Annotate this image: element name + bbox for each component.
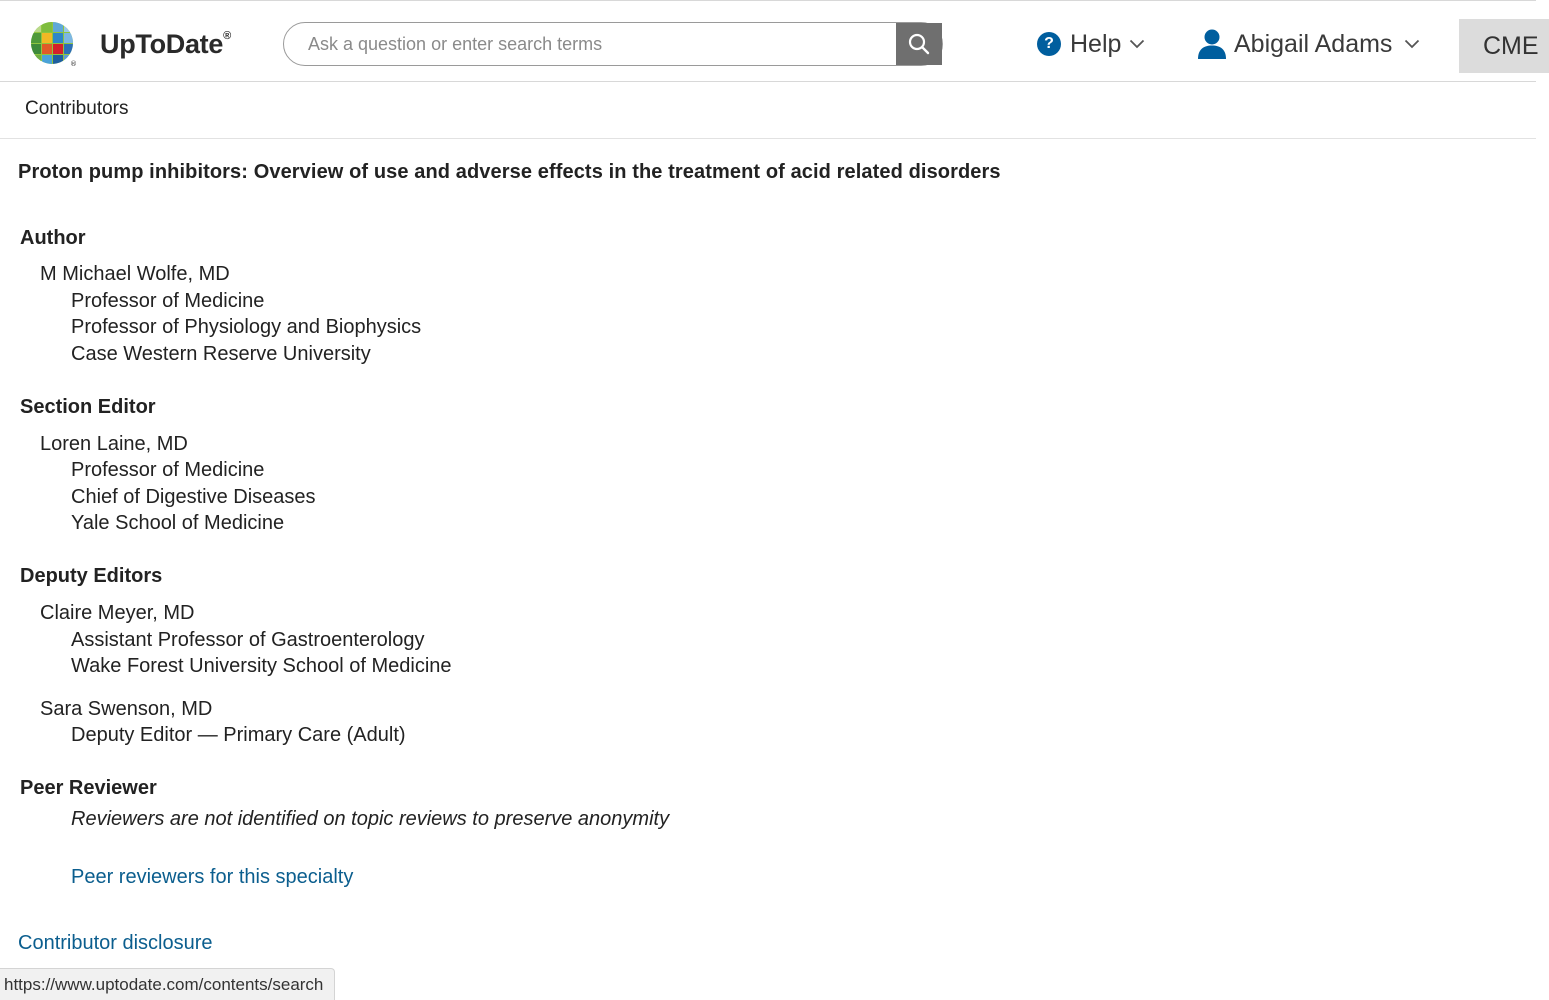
browser-status-url: https://www.uptodate.com/contents/search [0,968,335,1000]
author-affiliation: Professor of Medicine [71,290,265,312]
svg-text:®: ® [70,60,77,68]
uptodate-logo-icon[interactable] [30,21,76,67]
deputy-editor-affiliation: Wake Forest University School of Medicine [71,655,452,677]
uptodate-logo-text[interactable] [100,29,231,60]
peer-reviewer-note: Reviewers are not identified on topic reviews to preserve anonymity [71,808,670,830]
registered-mark: ® [223,30,231,42]
cme-label: CME [1483,31,1539,60]
chevron-down-icon [1129,39,1145,49]
section-editor-affiliation: Professor of Medicine [71,459,265,481]
search-input[interactable] [284,23,898,65]
deputy-editor-affiliation: Deputy Editor — Primary Care (Adult) [71,724,406,746]
question-circle-icon: ? [1037,32,1061,56]
deputy-editor-name: Sara Swenson, MD [40,698,213,720]
contributor-disclosure-link[interactable]: Contributor disclosure [18,932,213,954]
top-navigation-bar [0,0,1539,82]
section-editor-heading: Section Editor [20,396,156,418]
user-account-menu[interactable] [1198,26,1420,62]
deputy-editor-affiliation: Assistant Professor of Gastroenterology [71,629,425,651]
section-editor-name: Loren Laine, MD [40,433,188,455]
cme-button[interactable] [1459,19,1549,73]
help-label: Help [1070,29,1122,58]
section-editor-affiliation: Chief of Digestive Diseases [71,486,316,508]
search-bar [283,22,943,66]
help-menu[interactable] [1037,27,1145,61]
author-affiliation: Case Western Reserve University [71,343,371,365]
chevron-down-icon [1404,39,1420,49]
search-button[interactable] [896,23,942,65]
user-icon [1198,29,1226,59]
logo-wordmark: UpToDate [100,29,224,59]
page-subheader [0,82,1536,139]
deputy-editors-heading: Deputy Editors [20,565,163,587]
section-editor-affiliation: Yale School of Medicine [71,512,285,534]
peer-reviewers-specialty-link[interactable]: Peer reviewers for this specialty [71,866,354,888]
topic-title: Proton pump inhibitors: Overview of use and adverse effects in the treatment of acid related disorders [18,161,1001,183]
peer-reviewer-heading: Peer Reviewer [20,777,157,799]
deputy-editor-name: Claire Meyer, MD [40,602,195,624]
page-title: Contributors [25,98,129,119]
search-icon [907,32,931,56]
author-affiliation: Professor of Physiology and Biophysics [71,316,422,338]
author-heading: Author [20,227,86,249]
user-name: Abigail Adams [1234,29,1393,58]
author-name: M Michael Wolfe, MD [40,263,230,285]
